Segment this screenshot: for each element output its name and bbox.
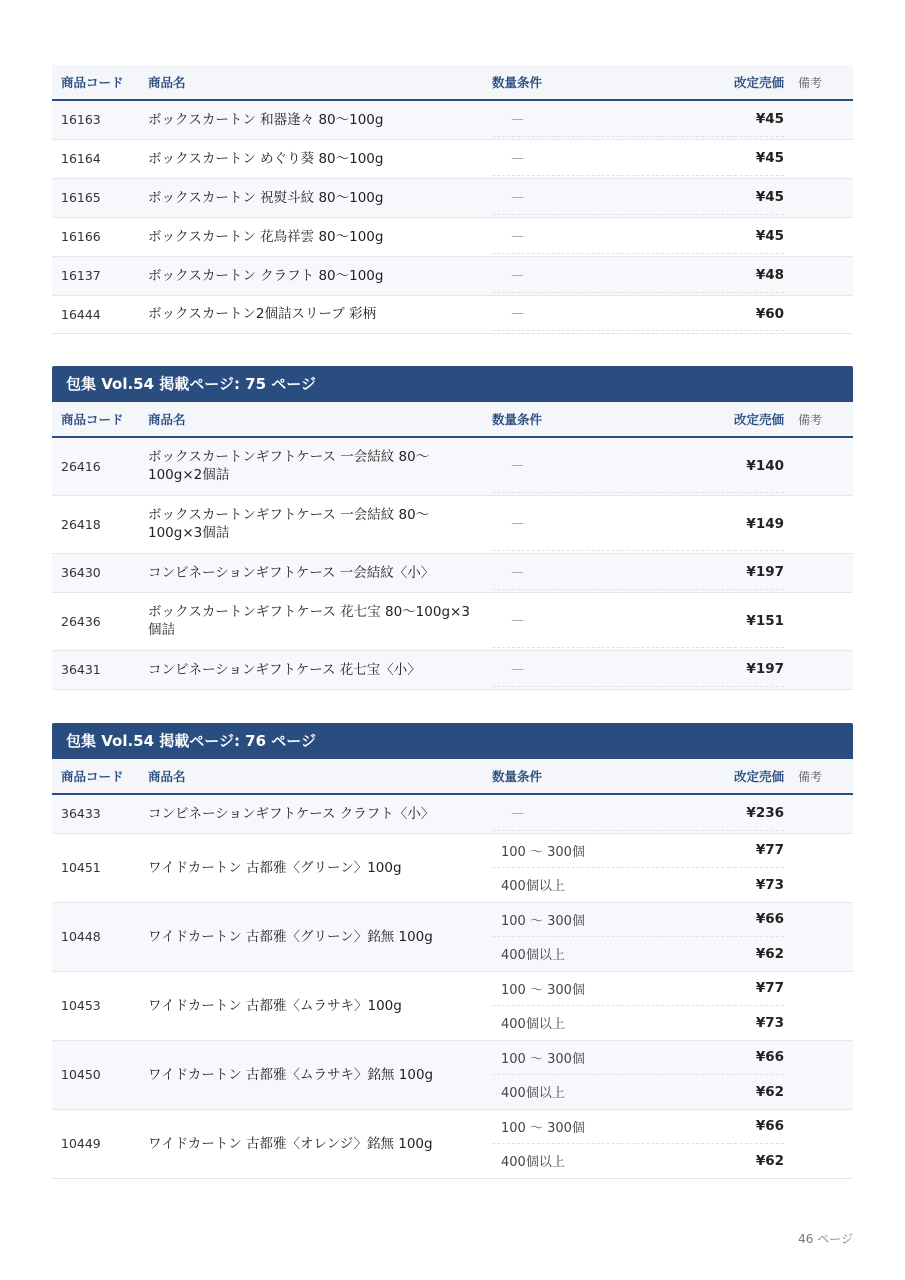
condition-text: — bbox=[511, 458, 524, 474]
quantity-condition-cell bbox=[492, 794, 729, 833]
column-header-note: 備考 bbox=[784, 759, 853, 794]
price-text: ¥45 bbox=[755, 111, 784, 128]
price-cell bbox=[729, 256, 784, 295]
table-row bbox=[52, 650, 853, 689]
table-row bbox=[52, 971, 853, 1040]
table-header-row bbox=[52, 65, 853, 100]
price-cell bbox=[729, 178, 784, 217]
product-name: コンビネーションギフトケース クラフト〈小〉 bbox=[148, 794, 492, 833]
quantity-condition bbox=[492, 652, 729, 687]
column-header-name: 商品名 bbox=[148, 759, 492, 794]
column-header-name: 商品名 bbox=[148, 402, 492, 437]
column-header-price: 改定売価 bbox=[729, 402, 784, 437]
price-text: ¥197 bbox=[746, 564, 784, 580]
condition-text: — bbox=[511, 189, 524, 205]
condition-text: 400個以上 bbox=[501, 948, 565, 963]
quantity-condition bbox=[492, 297, 729, 331]
price-cell bbox=[729, 495, 784, 553]
revised-price bbox=[729, 439, 784, 493]
quantity-condition bbox=[492, 555, 729, 590]
note-cell bbox=[784, 178, 853, 217]
quantity-condition bbox=[492, 1110, 729, 1144]
quantity-condition-cell bbox=[492, 256, 729, 295]
quantity-condition-cell bbox=[492, 295, 729, 333]
product-code: 16164 bbox=[52, 139, 148, 178]
condition-text: 100 〜 300個 bbox=[501, 1120, 585, 1136]
revised-price bbox=[729, 834, 784, 868]
table-row bbox=[52, 295, 853, 333]
product-name: ボックスカートン クラフト 80〜100g bbox=[148, 256, 492, 295]
revised-price bbox=[729, 868, 784, 902]
column-header-code: 商品コード bbox=[52, 65, 148, 100]
price-text: ¥149 bbox=[746, 515, 784, 532]
page-number: 46 ページ bbox=[798, 1232, 853, 1246]
quantity-condition bbox=[492, 258, 729, 293]
column-header-condition: 数量条件 bbox=[492, 65, 729, 100]
note-cell bbox=[784, 295, 853, 333]
quantity-condition-cell bbox=[492, 650, 729, 689]
product-code: 26418 bbox=[52, 495, 148, 553]
quantity-condition bbox=[492, 796, 729, 831]
table-row bbox=[52, 217, 853, 256]
product-name: ワイドカートン 古都雅〈ムラサキ〉100g bbox=[148, 971, 492, 1040]
note-cell bbox=[784, 217, 853, 256]
price-text: ¥197 bbox=[746, 661, 784, 677]
product-name: ワイドカートン 古都雅〈グリーン〉銘無 100g bbox=[148, 902, 492, 971]
column-header-note: 備考 bbox=[784, 65, 853, 100]
note-cell bbox=[784, 650, 853, 689]
table-row bbox=[52, 592, 853, 650]
quantity-condition-cell bbox=[492, 437, 729, 495]
price-text: ¥66 bbox=[755, 911, 784, 927]
table-row bbox=[52, 437, 853, 495]
price-text: ¥236 bbox=[746, 805, 784, 822]
condition-text: 400個以上 bbox=[501, 1017, 565, 1032]
price-cell bbox=[729, 217, 784, 256]
product-name: ボックスカートン2個詰スリーブ 彩柄 bbox=[148, 295, 492, 333]
condition-text: — bbox=[511, 613, 524, 628]
product-code: 10448 bbox=[52, 902, 148, 971]
product-code: 36433 bbox=[52, 794, 148, 833]
quantity-condition bbox=[492, 972, 729, 1006]
revised-price bbox=[729, 141, 784, 176]
revised-price bbox=[729, 180, 784, 215]
price-cell bbox=[729, 1109, 784, 1178]
price-table bbox=[52, 759, 853, 1179]
price-text: ¥66 bbox=[755, 1049, 784, 1065]
note-cell bbox=[784, 971, 853, 1040]
product-code: 16163 bbox=[52, 100, 148, 139]
product-name: ボックスカートン 和器逢々 80〜100g bbox=[148, 100, 492, 139]
quantity-condition-cell bbox=[492, 100, 729, 139]
price-cell bbox=[729, 553, 784, 592]
note-cell bbox=[784, 139, 853, 178]
product-code: 10450 bbox=[52, 1040, 148, 1109]
product-section bbox=[52, 723, 853, 1179]
price-cell bbox=[729, 295, 784, 333]
quantity-condition bbox=[492, 937, 729, 971]
product-code: 16166 bbox=[52, 217, 148, 256]
quantity-condition-cell bbox=[492, 217, 729, 256]
condition-text: — bbox=[511, 267, 524, 283]
condition-text: 400個以上 bbox=[501, 1086, 565, 1101]
quantity-condition bbox=[492, 594, 729, 648]
price-text: ¥73 bbox=[755, 1014, 784, 1031]
price-text: ¥73 bbox=[755, 876, 784, 893]
product-name: ワイドカートン 古都雅〈グリーン〉100g bbox=[148, 833, 492, 902]
quantity-condition bbox=[492, 1144, 729, 1178]
revised-price bbox=[729, 555, 784, 590]
condition-text: — bbox=[511, 516, 524, 531]
product-code: 16137 bbox=[52, 256, 148, 295]
note-cell bbox=[784, 495, 853, 553]
product-name: コンビネーションギフトケース 花七宝〈小〉 bbox=[148, 650, 492, 689]
column-header-condition: 数量条件 bbox=[492, 759, 729, 794]
condition-text: 100 〜 300個 bbox=[501, 844, 585, 860]
price-cell bbox=[729, 650, 784, 689]
product-name: ワイドカートン 古都雅〈オレンジ〉銘無 100g bbox=[148, 1109, 492, 1178]
section-title: 包集 Vol.54 掲載ページ: 75 ページ bbox=[52, 366, 853, 402]
column-header-name: 商品名 bbox=[148, 65, 492, 100]
condition-text: 100 〜 300個 bbox=[501, 913, 585, 929]
table-row bbox=[52, 139, 853, 178]
price-text: ¥45 bbox=[755, 150, 784, 166]
product-section bbox=[52, 65, 853, 334]
quantity-condition bbox=[492, 219, 729, 254]
revised-price bbox=[729, 796, 784, 831]
product-name: コンビネーションギフトケース 一会結紋〈小〉 bbox=[148, 553, 492, 592]
quantity-condition bbox=[492, 834, 729, 868]
note-cell bbox=[784, 256, 853, 295]
note-cell bbox=[784, 437, 853, 495]
price-table bbox=[52, 402, 853, 690]
revised-price bbox=[729, 497, 784, 551]
condition-text: 100 〜 300個 bbox=[501, 1051, 585, 1067]
price-cell bbox=[729, 437, 784, 495]
note-cell bbox=[784, 553, 853, 592]
table-row bbox=[52, 495, 853, 553]
price-table bbox=[52, 65, 853, 334]
quantity-condition-cell bbox=[492, 902, 729, 971]
condition-text: 100 〜 300個 bbox=[501, 982, 585, 998]
product-name: ボックスカートンギフトケース 一会結紋 80〜100g×3個詰 bbox=[148, 495, 492, 553]
note-cell bbox=[784, 100, 853, 139]
price-cell bbox=[729, 902, 784, 971]
quantity-condition bbox=[492, 1006, 729, 1040]
revised-price bbox=[729, 903, 784, 937]
revised-price bbox=[729, 937, 784, 971]
table-row bbox=[52, 902, 853, 971]
quantity-condition-cell bbox=[492, 833, 729, 902]
price-text: ¥62 bbox=[755, 945, 784, 962]
price-text: ¥45 bbox=[755, 189, 784, 205]
quantity-condition bbox=[492, 903, 729, 937]
table-row bbox=[52, 256, 853, 295]
product-name: ボックスカートンギフトケース 花七宝 80〜100g×3個詰 bbox=[148, 592, 492, 650]
quantity-condition bbox=[492, 868, 729, 902]
quantity-condition-cell bbox=[492, 971, 729, 1040]
price-text: ¥77 bbox=[755, 842, 784, 858]
condition-text: — bbox=[511, 111, 524, 127]
column-header-price: 改定売価 bbox=[729, 759, 784, 794]
product-code: 26416 bbox=[52, 437, 148, 495]
condition-text: — bbox=[511, 564, 524, 580]
product-name: ボックスカートン 花鳥祥雲 80〜100g bbox=[148, 217, 492, 256]
condition-text: 400個以上 bbox=[501, 879, 565, 894]
table-row bbox=[52, 794, 853, 833]
quantity-condition bbox=[492, 1041, 729, 1075]
quantity-condition-cell bbox=[492, 495, 729, 553]
quantity-condition bbox=[492, 497, 729, 551]
product-code: 36430 bbox=[52, 553, 148, 592]
revised-price bbox=[729, 594, 784, 648]
revised-price bbox=[729, 102, 784, 137]
table-row bbox=[52, 100, 853, 139]
revised-price bbox=[729, 1075, 784, 1109]
price-text: ¥77 bbox=[755, 980, 784, 996]
product-code: 26436 bbox=[52, 592, 148, 650]
quantity-condition-cell bbox=[492, 178, 729, 217]
quantity-condition bbox=[492, 180, 729, 215]
condition-text: — bbox=[511, 150, 524, 166]
quantity-condition-cell bbox=[492, 1040, 729, 1109]
revised-price bbox=[729, 1041, 784, 1075]
revised-price bbox=[729, 258, 784, 293]
condition-text: — bbox=[511, 805, 524, 821]
column-header-price: 改定売価 bbox=[729, 65, 784, 100]
price-text: ¥140 bbox=[746, 457, 784, 474]
product-code: 16165 bbox=[52, 178, 148, 217]
quantity-condition bbox=[492, 439, 729, 493]
product-code: 10453 bbox=[52, 971, 148, 1040]
table-header-row bbox=[52, 402, 853, 437]
price-cell bbox=[729, 592, 784, 650]
condition-text: — bbox=[511, 228, 524, 244]
price-text: ¥66 bbox=[755, 1118, 784, 1134]
product-name: ワイドカートン 古都雅〈ムラサキ〉銘無 100g bbox=[148, 1040, 492, 1109]
table-row bbox=[52, 833, 853, 902]
revised-price bbox=[729, 1006, 784, 1040]
quantity-condition bbox=[492, 1075, 729, 1109]
quantity-condition bbox=[492, 102, 729, 137]
revised-price bbox=[729, 972, 784, 1006]
price-cell bbox=[729, 1040, 784, 1109]
note-cell bbox=[784, 902, 853, 971]
quantity-condition-cell bbox=[492, 1109, 729, 1178]
product-name: ボックスカートン めぐり葵 80〜100g bbox=[148, 139, 492, 178]
quantity-condition-cell bbox=[492, 592, 729, 650]
column-header-code: 商品コード bbox=[52, 759, 148, 794]
price-cell bbox=[729, 833, 784, 902]
condition-text: 400個以上 bbox=[501, 1155, 565, 1170]
revised-price bbox=[729, 297, 784, 331]
product-code: 10451 bbox=[52, 833, 148, 902]
price-text: ¥151 bbox=[746, 612, 784, 629]
table-row bbox=[52, 1040, 853, 1109]
revised-price bbox=[729, 1110, 784, 1144]
product-code: 16444 bbox=[52, 295, 148, 333]
revised-price bbox=[729, 1144, 784, 1178]
revised-price bbox=[729, 219, 784, 254]
condition-text: — bbox=[511, 306, 524, 321]
note-cell bbox=[784, 794, 853, 833]
condition-text: — bbox=[511, 661, 524, 677]
table-row bbox=[52, 553, 853, 592]
price-cell bbox=[729, 971, 784, 1040]
quantity-condition-cell bbox=[492, 553, 729, 592]
note-cell bbox=[784, 1109, 853, 1178]
note-cell bbox=[784, 1040, 853, 1109]
product-name: ボックスカートン 祝熨斗紋 80〜100g bbox=[148, 178, 492, 217]
price-cell bbox=[729, 100, 784, 139]
column-header-code: 商品コード bbox=[52, 402, 148, 437]
price-text: ¥62 bbox=[755, 1152, 784, 1169]
product-code: 36431 bbox=[52, 650, 148, 689]
table-row bbox=[52, 178, 853, 217]
product-name: ボックスカートンギフトケース 一会結紋 80〜100g×2個詰 bbox=[148, 437, 492, 495]
note-cell bbox=[784, 833, 853, 902]
column-header-condition: 数量条件 bbox=[492, 402, 729, 437]
product-section bbox=[52, 366, 853, 690]
section-title: 包集 Vol.54 掲載ページ: 76 ページ bbox=[52, 723, 853, 759]
column-header-note: 備考 bbox=[784, 402, 853, 437]
price-text: ¥62 bbox=[755, 1083, 784, 1100]
price-cell bbox=[729, 794, 784, 833]
price-text: ¥60 bbox=[755, 305, 784, 322]
table-row bbox=[52, 1109, 853, 1178]
price-cell bbox=[729, 139, 784, 178]
table-header-row bbox=[52, 759, 853, 794]
product-code: 10449 bbox=[52, 1109, 148, 1178]
price-text: ¥45 bbox=[755, 228, 784, 244]
price-text: ¥48 bbox=[755, 267, 784, 283]
quantity-condition bbox=[492, 141, 729, 176]
note-cell bbox=[784, 592, 853, 650]
revised-price bbox=[729, 652, 784, 687]
quantity-condition-cell bbox=[492, 139, 729, 178]
